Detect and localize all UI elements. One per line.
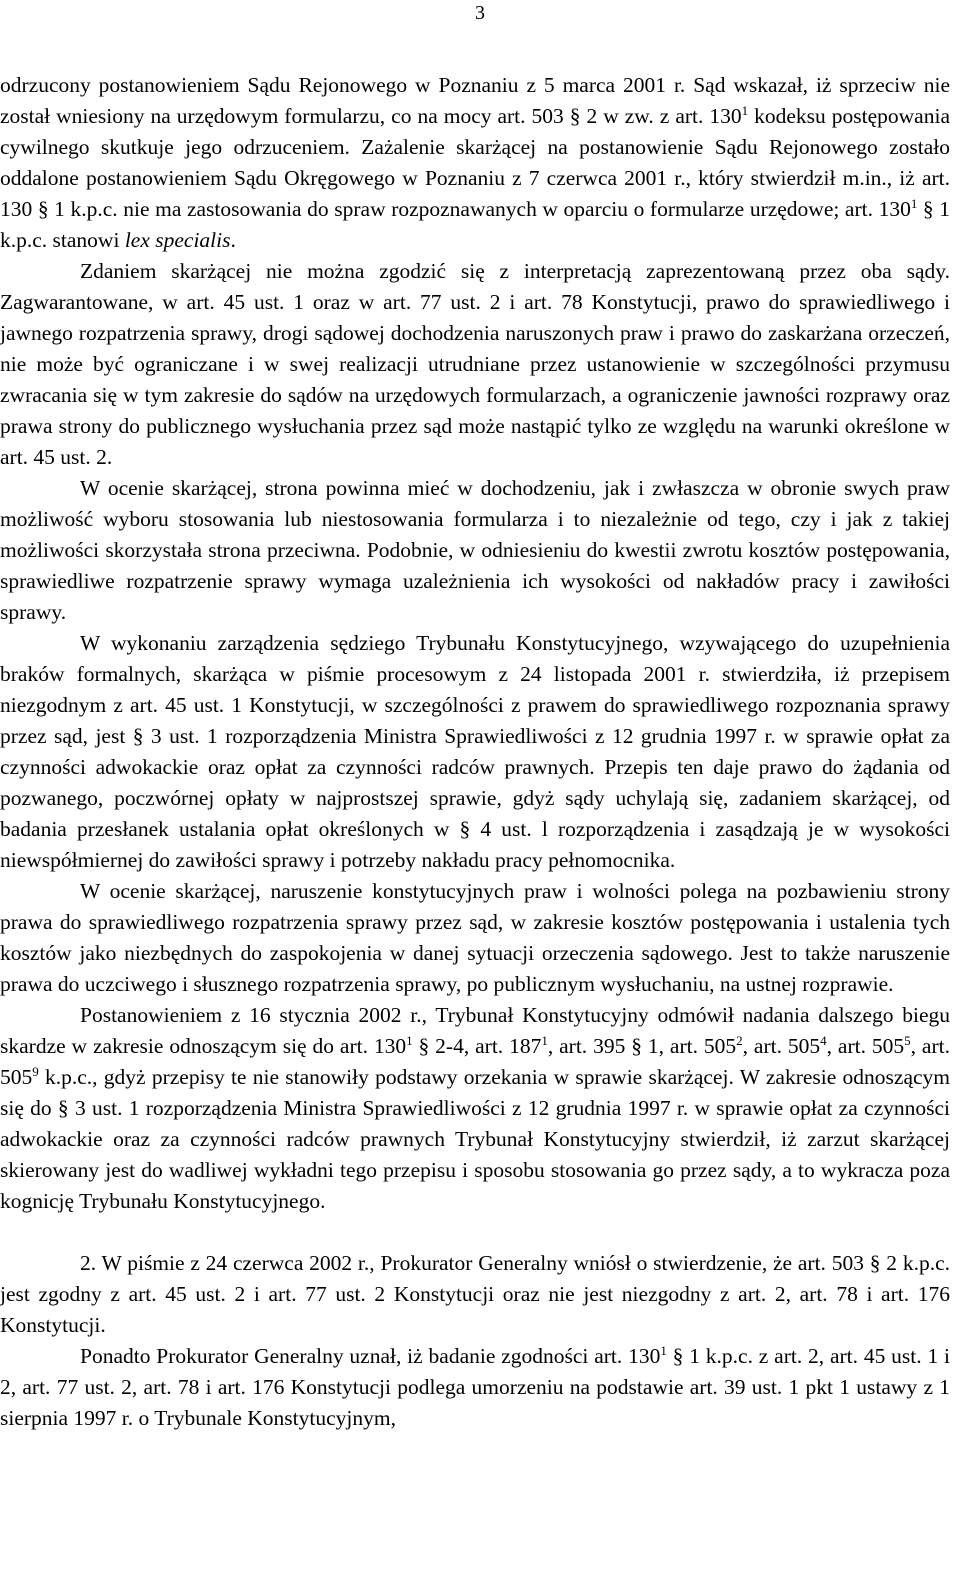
page-number: 3 [475, 2, 485, 24]
superscript: 5 [904, 1032, 911, 1048]
superscript: 4 [820, 1032, 827, 1048]
paragraph: Zdaniem skarżącej nie można zgodzić się z interpretacją zaprezentowaną przez oba sądy. Zagwarantowane, w art. 45 ust. 1 oraz w art. 77 ust. 2 i art. 78 Konstytucji, prawo do sprawiedliwego i jawnego rozpatrzenia sprawy, drogi sądowej dochodzenia naruszonych praw i prawo do zaskarżana orzeczeń, nie może być ograniczane i w swej realizacji utrudniane przez ustanowienie w szczególności przymusu zwracania się w tym zakresie do sądów na urzędowych formularzach, a ograniczenie jawności rozprawy oraz prawa strony do publicznego wysłuchania przez sąd może nastąpić tylko ze względu na warunki określone w art. 45 ust. 2. [0, 259, 950, 469]
paragraph: W wykonaniu zarządzenia sędziego Trybunału Konstytucyjnego, wzywającego do uzupełnienia braków formalnych, skarżąca w piśmie procesowym z 24 listopada 2001 r. stwierdziła, iż przepisem niezgodnym z art. 45 ust. 1 Konstytucji, w szczególności z prawem do sprawiedliwego rozpoznania sprawy przez sąd, jest § 3 ust. 1 rozporządzenia Ministra Sprawiedliwości z 12 grudnia 1997 r. w sprawie opłat za czynności adwokackie oraz opłat za czynności radców prawnych. Przepis ten daje prawo do żądania od pozwanego, poczwórnej opłaty w najprostszej sprawie, gdyż sądy uchylają się, zadaniem skarżącej, od badania przesłanek ustalania opłat określonych w § 4 ust. l rozporządzenia i zasądzają je w wysokości niewspółmiernej do zawiłości sprawy i potrzeby nakładu pracy pełnomocnika. [0, 631, 950, 872]
superscript: 9 [32, 1063, 39, 1079]
italic-term: lex specialis [124, 228, 231, 252]
paragraph: Ponadto Prokurator Generalny uznał, iż badanie zgodności art. $130^1$ § 1 k.p.c. z art. 2, art. 45 ust. 1 i 2, art. 77 ust. 2, art. 78 i art. 176 Konstytucji podlega umorzeniu na podstawie art. 39 ust. 1 pkt 1 ustawy z 1 sierpnia 1997 r. o Trybunale Konstytucyjnym, [0, 1342, 950, 1430]
paragraph: W ocenie skarżącej, naruszenie konstytucyjnych praw i wolności polega na pozbawieniu strony prawa do sprawiedliwego rozpatrzenia sprawy przez sąd, w zakresie kosztów postępowania i ustalenia tych kosztów jako niezbędnych do zaspokojenia w danej sytuacji orzeczenia sądowego. Jest to także naruszenie prawa do uczciwego i słusznego rozpatrzenia sprawy, po publicznym wysłuchaniu, na ustnej rozprawie. [0, 879, 950, 996]
superscript: 2 [736, 1032, 743, 1048]
paragraph: W ocenie skarżącej, strona powinna mieć w dochodzeniu, jak i zwłaszcza w obronie swych praw możliwość wyboru stosowania lub niestosowania formularza i to niezależnie od tego, czy i jak z takiej możliwości skorzystała strona przeciwna. Podobnie, w odniesieniu do kwestii zwrotu kosztów postępowania, sprawiedliwe rozpatrzenie sprawy wymaga uzależnienia ich wysokości od nakładów pracy i zawiłości sprawy. [0, 476, 950, 624]
superscript: 1 [741, 102, 749, 118]
superscript: 1 [660, 1342, 667, 1358]
superscript: 1 [541, 1032, 548, 1048]
paragraph: 2. W piśmie z 24 czerwca 2002 r., Prokurator Generalny wniósł o stwierdzenie, że art. 503 § 2 k.p.c. jest zgodny z art. 45 ust. 2 i art. 77 ust. 2 Konstytucji oraz nie jest niezgodny z art. 2, art. 78 i art. 176 Konstytucji. [0, 1251, 950, 1337]
paragraph: odrzucony postanowieniem Sądu Rejonowego w Poznaniu z 5 marca 2001 r. Sąd wskazał, iż sprzeciw nie został wniesiony na urzędowym formularzu, co na mocy art. 503 § 2 w zw. z art. $130^1$ kodeksu postępowania cywilnego skutkuje jego odrzuceniem. Zażalenie skarżącej na postanowienie Sądu Rejonowego zostało oddalone postanowieniem Sądu Okręgowego w Poznaniu z 7 czerwca 2001 r., który stwierdził m.in., iż art. 130 § 1 k.p.c. nie ma zastosowania do spraw rozpoznawanych w oparciu o formularze urzędowe; art. $130^1$ § 1 k.p.c. stanowi lex specialis. [0, 73, 950, 252]
paragraph: Postanowieniem z 16 stycznia 2002 r., Trybunał Konstytucyjny odmówił nadania dalszego biegu skardze w zakresie odnoszącym się do art. $130^1$ § 2-4, art. $187^1$, art. 395 § 1, art. $505^2$, art. $505^4$, art. $505^5$, art. $505^9$ k.p.c., gdyż przepisy te nie stanowiły podstawy orzekania w sprawie skarżącej. W zakresie odnoszącym się do § 3 ust. 1 rozporządzenia Ministra Sprawiedliwości z 12 grudnia 1997 r. w sprawie opłat za czynności adwokackie oraz za czynności radców prawnych Trybunał Konstytucyjny stwierdził, iż zarzut skarżącej skierowany jest do wadliwej wykładni tego przepisu i sposobu stosowania go przez sądy, a to wykracza poza kognicję Trybunału Konstytucyjnego. [0, 1003, 950, 1213]
superscript: 1 [910, 195, 918, 211]
superscript: 1 [406, 1032, 413, 1048]
document-body [0, 70, 950, 1434]
